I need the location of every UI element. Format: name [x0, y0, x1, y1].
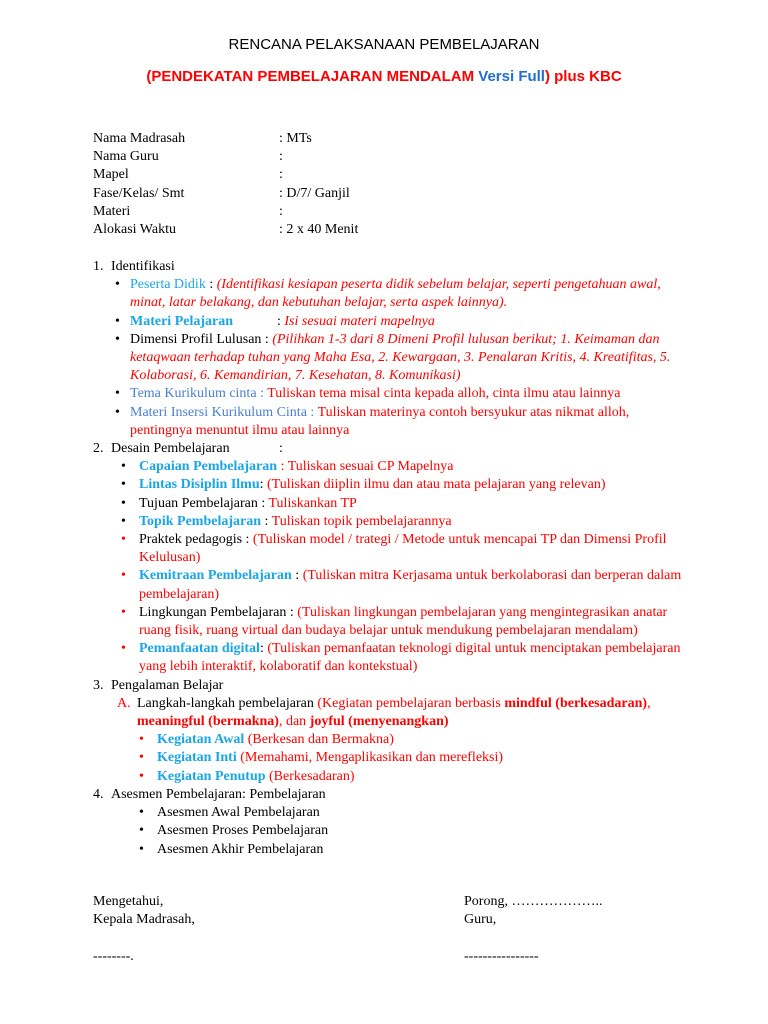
info-value: : 2 x 40 Menit	[279, 221, 359, 237]
item-text: Asesmen Proses Pembelajaran	[157, 823, 329, 839]
signature-right: Guru,	[464, 912, 497, 928]
item-label: Praktek pedagogis :	[139, 532, 253, 548]
item-label: Lingkungan Pembelajaran :	[139, 604, 298, 620]
item-text: Tuliskan tema misal cinta kepada alloh, cinta ilmu atau lainnya	[267, 386, 621, 402]
signature-row-empty	[93, 929, 713, 947]
item-text: Asesmen Akhir Pembelajaran	[157, 841, 324, 857]
list-item	[93, 731, 693, 749]
info-value: :	[279, 149, 283, 165]
bullet-icon: •	[121, 459, 126, 475]
section-title: Pengalaman Belajar	[111, 677, 224, 693]
item-text: Tuliskan topik pembelajarannya	[271, 513, 452, 529]
bullet-icon: •	[115, 386, 120, 402]
item-separator: :	[205, 277, 217, 293]
sub-label: Langkah-langkah pembelajaran	[137, 695, 318, 711]
item-text: Tuliskan materinya contoh bersyukur atas nikmat alloh, pentingnya menuntut ilmu atau lainnya	[130, 404, 630, 438]
info-label: Nama Guru	[93, 149, 159, 165]
bullet-icon: •	[139, 841, 144, 857]
item-label: Kegiatan Awal	[157, 732, 245, 748]
section-number: 3.	[93, 677, 104, 693]
section-title: Desain Pembelajaran	[111, 441, 230, 457]
sub-text: ,	[647, 695, 651, 711]
signature-left: Kepala Madrasah,	[93, 912, 195, 928]
list-item	[93, 567, 693, 603]
list-item	[93, 768, 693, 786]
section-number: 4.	[93, 786, 104, 802]
signature-row	[93, 911, 713, 929]
bullet-icon: •	[121, 513, 126, 529]
item-separator: :	[259, 641, 268, 657]
item-text: (Pilihkan 1-3 dari 8 Dimeni Profil lulusan berikut; 1. Keimaman dan ketaqwaan terhadap tuhan yang Maha Esa, 2. Kewargaan, 3. Penalaran Kritis, 4. Kreatifitas, 5. Kolaborasi, 6. Kemandirian, 7. Kesehatan, 8. Komunikasi)	[130, 331, 671, 384]
list-item	[93, 531, 693, 567]
bullet-icon: •	[115, 331, 120, 347]
section-asesmen	[93, 786, 693, 804]
document-body	[93, 258, 693, 859]
info-value: :	[279, 203, 283, 219]
item-text: Tuliskan sesuai CP Mapelnya	[287, 459, 454, 475]
sub-item	[93, 695, 693, 731]
section-title: Identifikasi	[111, 259, 175, 274]
item-text: (Tuliskan model / trategi / Metode untuk mencapai TP dan Dimensi Profil Kelulusan)	[139, 532, 667, 566]
item-text: Tuliskankan TP	[268, 495, 357, 511]
item-text: (Berkesadaran)	[265, 768, 355, 784]
item-text: Asesmen Awal Pembelajaran	[157, 805, 320, 821]
item-label: Topik Pembelajaran	[139, 513, 261, 529]
sub-bold: joyful (menyenangkan)	[309, 714, 449, 730]
list-item	[93, 458, 693, 476]
item-label: Lintas Disiplin Ilmu	[139, 477, 260, 493]
list-item	[93, 276, 693, 312]
item-separator: :	[277, 459, 288, 475]
info-value: : MTs	[279, 131, 312, 146]
info-label: Mapel	[93, 167, 129, 183]
info-value: :	[279, 167, 283, 183]
list-item	[93, 313, 693, 331]
item-text: (Tuliskan diiplin ilmu dan atau mata pelajaran yang relevan)	[267, 477, 606, 493]
section-number: 1.	[93, 259, 104, 274]
item-label: Kegiatan Inti	[157, 750, 237, 766]
info-label: Materi	[93, 203, 131, 219]
sub-text: (Kegiatan pembelajaran berbasis	[317, 695, 505, 711]
list-item	[93, 822, 693, 840]
document-title: RENCANA PELAKSANAAN PEMBELAJARAN	[228, 36, 540, 53]
bullet-icon: •	[121, 477, 126, 493]
info-label: Nama Madrasah	[93, 131, 186, 146]
signature-block	[93, 893, 713, 966]
sub-text: , dan	[278, 714, 310, 730]
item-label: Capaian Pembelajaran	[139, 459, 278, 475]
signature-left: Mengetahui,	[93, 894, 164, 909]
list-item	[93, 495, 693, 513]
sub-bold: mindful (berkesadaran)	[504, 695, 648, 711]
list-item	[93, 804, 693, 822]
item-label: Kegiatan Penutup	[157, 768, 266, 784]
item-text: (Identifikasi kesiapan peserta didik sebelum belajar, seperti pengetahuan awal, minat, latar belakang, dan kebutuhan belajar, serta aspek lainnya).	[130, 277, 661, 311]
item-label: Materi Insersi Kurikulum Cinta :	[130, 404, 318, 420]
bullet-icon: •	[139, 823, 144, 839]
section-colon: :	[279, 441, 283, 457]
signature-row	[93, 893, 713, 911]
signature-row	[93, 948, 713, 966]
subtitle-part1: (PENDEKATAN PEMBELAJARAN MENDALAM	[146, 68, 479, 85]
bullet-icon: •	[139, 805, 144, 821]
bullet-icon: •	[121, 604, 126, 620]
subtitle-part3: ) plus KBC	[544, 68, 622, 85]
item-text: (Memahami, Mengaplikasikan dan merefleksi)	[236, 750, 504, 766]
bullet-icon: •	[115, 277, 120, 293]
item-text: (Tuliskan mitra Kerjasama untuk berkolaborasi dan berperan dalam pembelajaran)	[139, 568, 682, 602]
list-item	[93, 640, 693, 676]
list-item	[93, 385, 693, 403]
signature-left: --------.	[93, 948, 134, 964]
item-label: Tema Kurikulum cinta :	[130, 386, 268, 402]
bullet-icon: •	[121, 495, 126, 511]
item-label: Dimensi Profil Lulusan :	[130, 331, 273, 347]
bullet-icon: •	[139, 750, 144, 766]
bullet-icon: •	[139, 768, 144, 784]
item-label: Kemitraan Pembelajaran	[139, 568, 292, 584]
list-item	[93, 476, 693, 494]
section-number: 2.	[93, 441, 104, 457]
bullet-icon: •	[115, 313, 120, 329]
item-text: (Tuliskan lingkungan pembelajaran yang mengintegrasikan anatar ruang fisik, ruang virtual dan budaya belajar untuk mendukung pembelajaran mendalam)	[139, 604, 668, 639]
list-item	[93, 749, 693, 767]
item-separator: :	[277, 313, 281, 329]
item-label: Pemanfaatan digital	[139, 641, 260, 657]
bullet-icon: •	[139, 732, 144, 748]
item-separator: :	[259, 477, 267, 493]
item-text: (Berkesan dan Bermakna)	[244, 732, 394, 748]
section-title: Asesmen Pembelajaran: Pembelajaran	[111, 786, 326, 802]
sub-bold: meaningful (bermakna)	[137, 714, 279, 730]
item-label: Peserta Didik	[130, 277, 206, 293]
section-identifikasi	[93, 258, 693, 276]
item-separator: :	[291, 568, 303, 584]
signature-right: ----------------	[464, 948, 539, 964]
item-separator: :	[261, 513, 272, 529]
item-label: Tujuan Pembelajaran :	[139, 495, 269, 511]
list-item	[93, 513, 693, 531]
item-label: Materi Pelajaran	[130, 313, 234, 329]
bullet-icon: •	[115, 404, 120, 420]
document-subtitle	[0, 68, 768, 85]
bullet-icon: •	[121, 641, 126, 657]
item-text: Isi sesuai materi mapelnya	[284, 313, 435, 329]
item-text: (Tuliskan pemanfaatan teknologi digital untuk menciptakan pembelajaran yang lebih interaktif, kolaboratif dan kontekstual)	[139, 641, 681, 675]
section-pengalaman	[93, 677, 693, 695]
subtitle-part2: Versi Full	[478, 68, 545, 85]
bullet-icon: •	[121, 568, 126, 584]
sub-letter: A.	[117, 695, 131, 711]
info-label: Alokasi Waktu	[93, 221, 176, 237]
signature-right: Porong, ………………..	[464, 894, 603, 909]
list-item	[93, 841, 693, 859]
list-item	[93, 604, 693, 640]
section-desain	[93, 440, 693, 458]
info-value: : D/7/ Ganjil	[279, 185, 350, 201]
bullet-icon: •	[121, 532, 126, 548]
info-label: Fase/Kelas/ Smt	[93, 185, 185, 201]
list-item	[93, 404, 693, 440]
list-item	[93, 331, 693, 386]
